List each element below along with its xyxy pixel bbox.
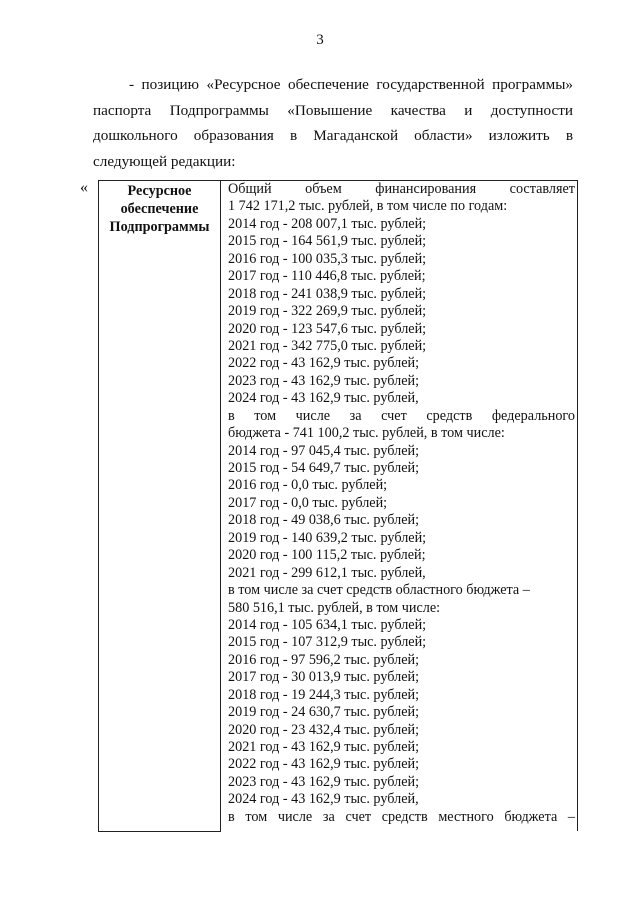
- row-label-cell: [99, 181, 221, 832]
- opening-quote-mark: «: [80, 179, 88, 196]
- row-label: Ресурсное обеспечение Подпрограммы: [109, 183, 210, 235]
- funding-line: в том числе за счет средств областного бюджета –: [228, 582, 530, 599]
- funding-line: 2023 год - 43 162,9 тыс. рублей;: [228, 372, 420, 389]
- funding-line: в том числе за счет средств местного бюджета –: [228, 808, 575, 825]
- funding-line: 2020 год - 123 547,6 тыс. рублей;: [228, 320, 427, 337]
- funding-line: 2018 год - 241 038,9 тыс. рублей;: [228, 285, 427, 302]
- funding-line: 580 516,1 тыс. рублей, в том числе:: [228, 599, 441, 616]
- funding-line: 2018 год - 49 038,6 тыс. рублей;: [228, 512, 420, 529]
- funding-line: 2016 год - 0,0 тыс. рублей;: [228, 477, 388, 494]
- resource-provision-table: [98, 180, 578, 832]
- funding-content-cell: [221, 181, 578, 832]
- funding-line: 2022 год - 43 162,9 тыс. рублей;: [228, 355, 420, 372]
- funding-line: 2022 год - 43 162,9 тыс. рублей;: [228, 756, 420, 773]
- funding-line: 2014 год - 208 007,1 тыс. рублей;: [228, 215, 427, 232]
- funding-line: 2016 год - 97 596,2 тыс. рублей;: [228, 651, 420, 668]
- funding-line: 2023 год - 43 162,9 тыс. рублей;: [228, 773, 420, 790]
- funding-line: 2014 год - 105 634,1 тыс. рублей;: [228, 616, 427, 633]
- funding-line: 2021 год - 342 775,0 тыс. рублей;: [228, 337, 427, 354]
- funding-line: 2016 год - 100 035,3 тыс. рублей;: [228, 250, 427, 267]
- page-number: 3: [316, 32, 324, 48]
- funding-line: 2019 год - 24 630,7 тыс. рублей;: [228, 704, 420, 721]
- funding-lines: [221, 181, 577, 826]
- funding-line: 2024 год - 43 162,9 тыс. рублей,: [228, 791, 419, 808]
- funding-line: 2015 год - 54 649,7 тыс. рублей;: [228, 460, 420, 476]
- funding-line: 2015 год - 164 561,9 тыс. рублей;: [228, 233, 427, 250]
- funding-line: 2017 год - 0,0 тыс. рублей;: [228, 494, 388, 511]
- funding-line: 2021 год - 43 162,9 тыс. рублей;: [228, 739, 420, 755]
- funding-line: 2019 год - 322 269,9 тыс. рублей;: [228, 303, 427, 320]
- funding-line: 1 742 171,2 тыс. рублей, в том числе по годам:: [228, 198, 508, 215]
- funding-line: 2019 год - 140 639,2 тыс. рублей;: [228, 529, 427, 546]
- funding-line: 2018 год - 19 244,3 тыс. рублей;: [228, 686, 420, 703]
- table-row: [99, 181, 578, 832]
- funding-line: 2014 год - 97 045,4 тыс. рублей;: [228, 442, 420, 459]
- funding-line: 2017 год - 110 446,8 тыс. рублей;: [228, 268, 426, 285]
- intro-text: - позицию «Ресурсное обеспечение государственной программы» паспорта Подпрограммы «Повышение качества и доступности дошкольного образования в Магаданской области» изложить в следующей редакции:: [93, 76, 573, 170]
- intro-paragraph: [93, 72, 573, 174]
- funding-line: 2017 год - 30 013,9 тыс. рублей;: [228, 669, 420, 686]
- funding-line: 2020 год - 23 432,4 тыс. рублей;: [228, 721, 420, 738]
- funding-line: бюджета - 741 100,2 тыс. рублей, в том числе:: [228, 425, 505, 442]
- funding-line: 2021 год - 299 612,1 тыс. рублей,: [228, 564, 426, 581]
- funding-line: 2024 год - 43 162,9 тыс. рублей,: [228, 390, 419, 407]
- funding-line: 2020 год - 100 115,2 тыс. рублей;: [228, 547, 426, 564]
- funding-line: Общий объем финансирования составляет: [228, 181, 575, 197]
- funding-line: в том числе за счет средств федерального: [228, 407, 575, 424]
- funding-line: 2015 год - 107 312,9 тыс. рублей;: [228, 634, 427, 651]
